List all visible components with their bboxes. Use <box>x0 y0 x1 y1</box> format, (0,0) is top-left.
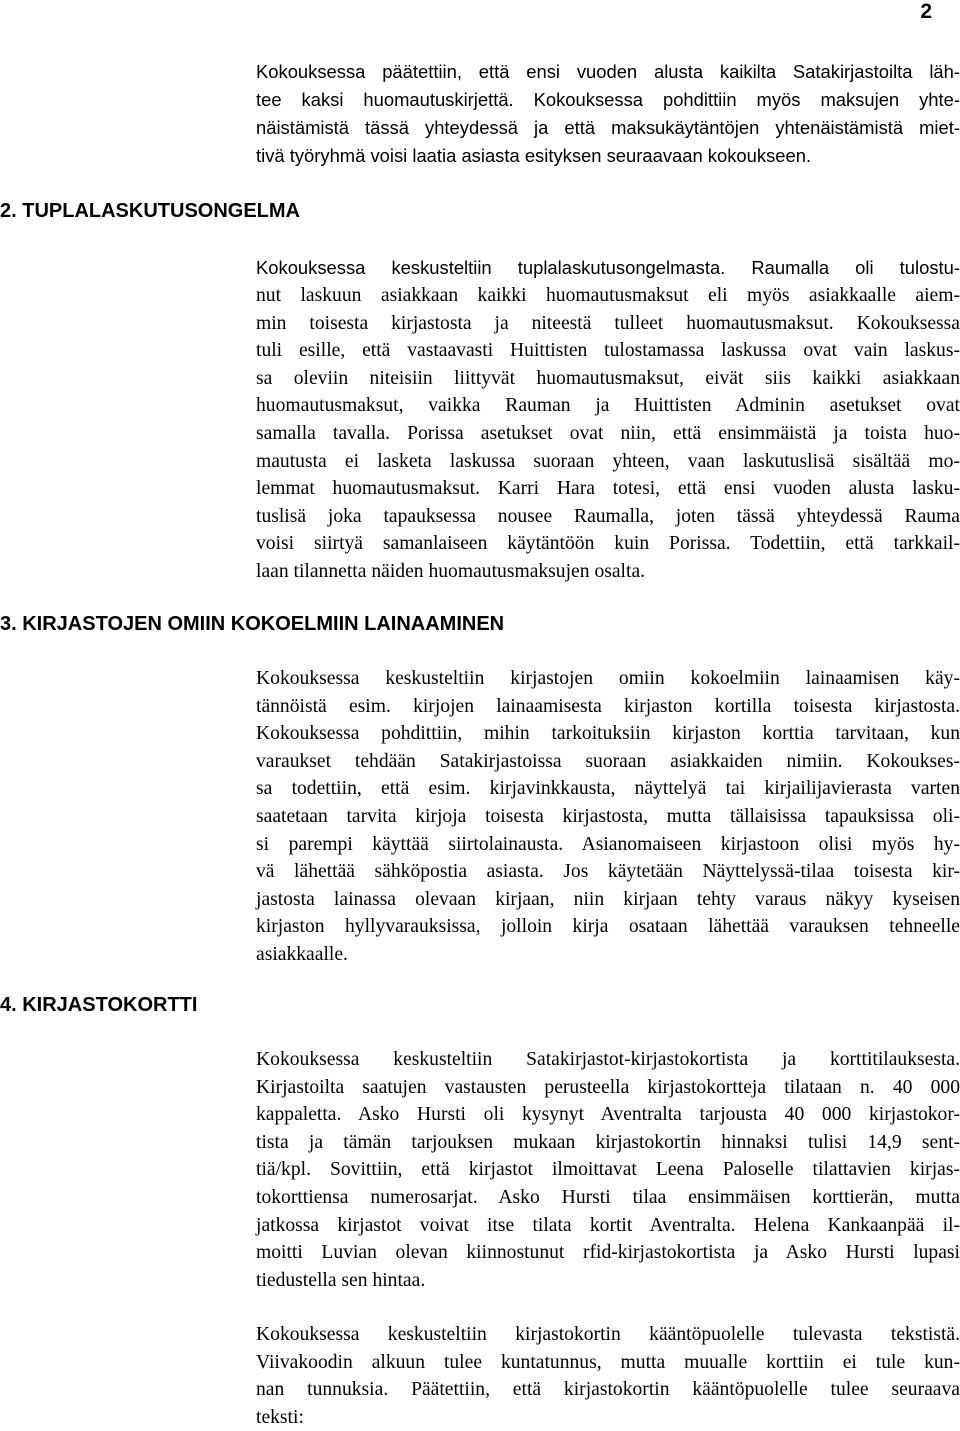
text-line: lemmat huomautusmaksut. Karri Hara totesi, että ensi vuoden alusta lasku- <box>256 478 960 500</box>
text-line: kappaletta. Asko Hursti oli kysynyt Aventralta tarjousta 40 000 kirjastokor- <box>256 1104 960 1126</box>
text-line: Kokouksessa keskusteltiin tuplalaskutusongelmasta. Raumalla oli tulostu- <box>256 257 960 278</box>
paragraph-section3 <box>256 665 960 969</box>
text-line: huomautusmaksut, vaikka Rauman ja Huittisten Adminin asetukset ovat <box>256 395 960 417</box>
text-line: Kokouksessa päätettiin, että ensi vuoden alusta kaikilta Satakirjastoilta läh- <box>256 61 960 82</box>
text-line: tuli esille, että vastaavasti Huittisten tulostamassa laskussa ovat vain laskus- <box>256 340 960 362</box>
section-heading-tuplalaskutus: 2. TUPLALASKUTUSONGELMA <box>0 200 300 222</box>
text-line: Kokouksessa keskusteltiin Satakirjastot-kirjastokortista ja korttitilauksesta. <box>256 1049 960 1070</box>
section-heading-kirjastokortti: 4. KIRJASTOKORTTI <box>0 994 198 1016</box>
paragraph-section2 <box>256 282 960 586</box>
text-line: moitti Luvian olevan kiinnostunut rfid-kirjastokortista ja Asko Hursti lupasi <box>256 1242 960 1264</box>
text-line: laan tilannetta näiden huomautusmaksujen osalta. <box>256 560 646 582</box>
text-line: jatkossa kirjastot voivat itse tilata kortit Aventralta. Helena Kankaanpää il- <box>256 1214 960 1236</box>
text-line: tuslisä joka tapauksessa nousee Raumalla, joten tässä yhteydessä Rauma <box>256 505 960 527</box>
text-line: asiakkaalle. <box>256 943 348 965</box>
paragraph-section2-start <box>256 254 960 282</box>
text-line: nut laskuun asiakkaan kaikki huomautusmaksut eli myös asiakkaalle aiem- <box>256 285 960 306</box>
text-line: tista ja tämän tarjouksen mukaan kirjastokortin hinnaksi tulisi 14,9 sent- <box>256 1131 960 1153</box>
page-number: 2 <box>920 0 932 23</box>
paragraph-section4-a <box>256 1046 960 1294</box>
text-line: vä lähettää sähköpostia asiasta. Jos käytetään Näyttelyssä-tilaa toisesta kir- <box>256 861 960 883</box>
paragraph-section4-b <box>256 1321 960 1431</box>
paragraph-section1 <box>256 58 960 170</box>
text-line: Kokouksessa keskusteltiin kirjastokortin kääntöpuolelle tulevasta tekstistä. <box>256 1324 960 1345</box>
text-line: voisi siirtyä samanlaiseen käytäntöön kuin Porissa. Todettiin, että tarkkail- <box>256 533 960 555</box>
text-line: kirjaston hyllyvarauksissa, jolloin kirja osataan lähettää varauksen tehneelle <box>256 916 960 938</box>
text-line: näistämistä tässä yhteydessä ja että maksukäytäntöjen yhtenäistämistä miet- <box>256 117 960 138</box>
text-line: teksti: <box>256 1406 304 1428</box>
text-line: varaukset tehdään Satakirjastoissa suoraan asiakkaiden nimiin. Kokoukses- <box>256 750 960 772</box>
text-line: min toisesta kirjastosta ja niteestä tulleet huomautusmaksut. Kokouksessa <box>256 312 960 334</box>
text-line: saatetaan tarvita kirjoja toisesta kirjastosta, mutta tällaisissa tapauksissa oli- <box>256 805 960 827</box>
text-line: Kokouksessa keskusteltiin kirjastojen omiin kokoelmiin lainaamisen käy- <box>256 668 960 689</box>
text-line: Viivakoodin alkuun tulee kuntatunnus, mutta muualle korttiin ei tule kun- <box>256 1351 960 1373</box>
text-line: nan tunnuksia. Päätettiin, että kirjastokortin kääntöpuolelle tulee seuraava <box>256 1379 960 1401</box>
text-line: sa oleviin niteisiin liittyvät huomautusmaksut, eivät siis kaikki asiakkaan <box>256 367 960 389</box>
text-line: tännöistä esim. kirjojen lainaamisesta kirjaston kortilla toisesta kirjastosta. <box>256 695 960 717</box>
text-line: jastosta lainassa olevaan kirjaan, niin kirjaan tehty varaus näkyy kyseisen <box>256 888 960 910</box>
text-line: tiä/kpl. Sovittiin, että kirjastot ilmoittavat Leena Paloselle tilattavien kirjas- <box>256 1159 960 1181</box>
text-line: tiedustella sen hintaa. <box>256 1269 426 1291</box>
text-line: tivä työryhmä voisi laatia asiasta esityksen seuraavaan kokoukseen. <box>256 145 812 166</box>
section-heading-kokoelmiin-lainaaminen: 3. KIRJASTOJEN OMIIN KOKOELMIIN LAINAAMINEN <box>0 613 505 635</box>
text-line: Kokouksessa pohdittiin, mihin tarkoituksiin kirjaston korttia tarvitaan, kun <box>256 723 960 745</box>
text-line: samalla tavalla. Porissa asetukset ovat niin, että ensimmäistä ja toista huo- <box>256 422 960 444</box>
text-line: Kirjastoilta saatujen vastausten perusteella kirjastokortteja tilataan n. 40 000 <box>256 1076 960 1098</box>
text-line: tokorttiensa numerosarjat. Asko Hursti tilaa ensimmäisen korttierän, mutta <box>256 1186 960 1208</box>
text-line: tee kaksi huomautuskirjettä. Kokouksessa pohdittiin myös maksujen yhte- <box>256 89 960 110</box>
text-line: mautusta ei lasketa laskussa suoraan yhteen, vaan laskutuslisä sisältää mo- <box>256 450 960 472</box>
text-line: si parempi käyttää siirtolainausta. Asianomaiseen kirjastoon olisi myös hy- <box>256 833 960 855</box>
text-line: sa todettiin, että esim. kirjavinkkausta, näyttelyä tai kirjailijavierasta varten <box>256 778 960 800</box>
